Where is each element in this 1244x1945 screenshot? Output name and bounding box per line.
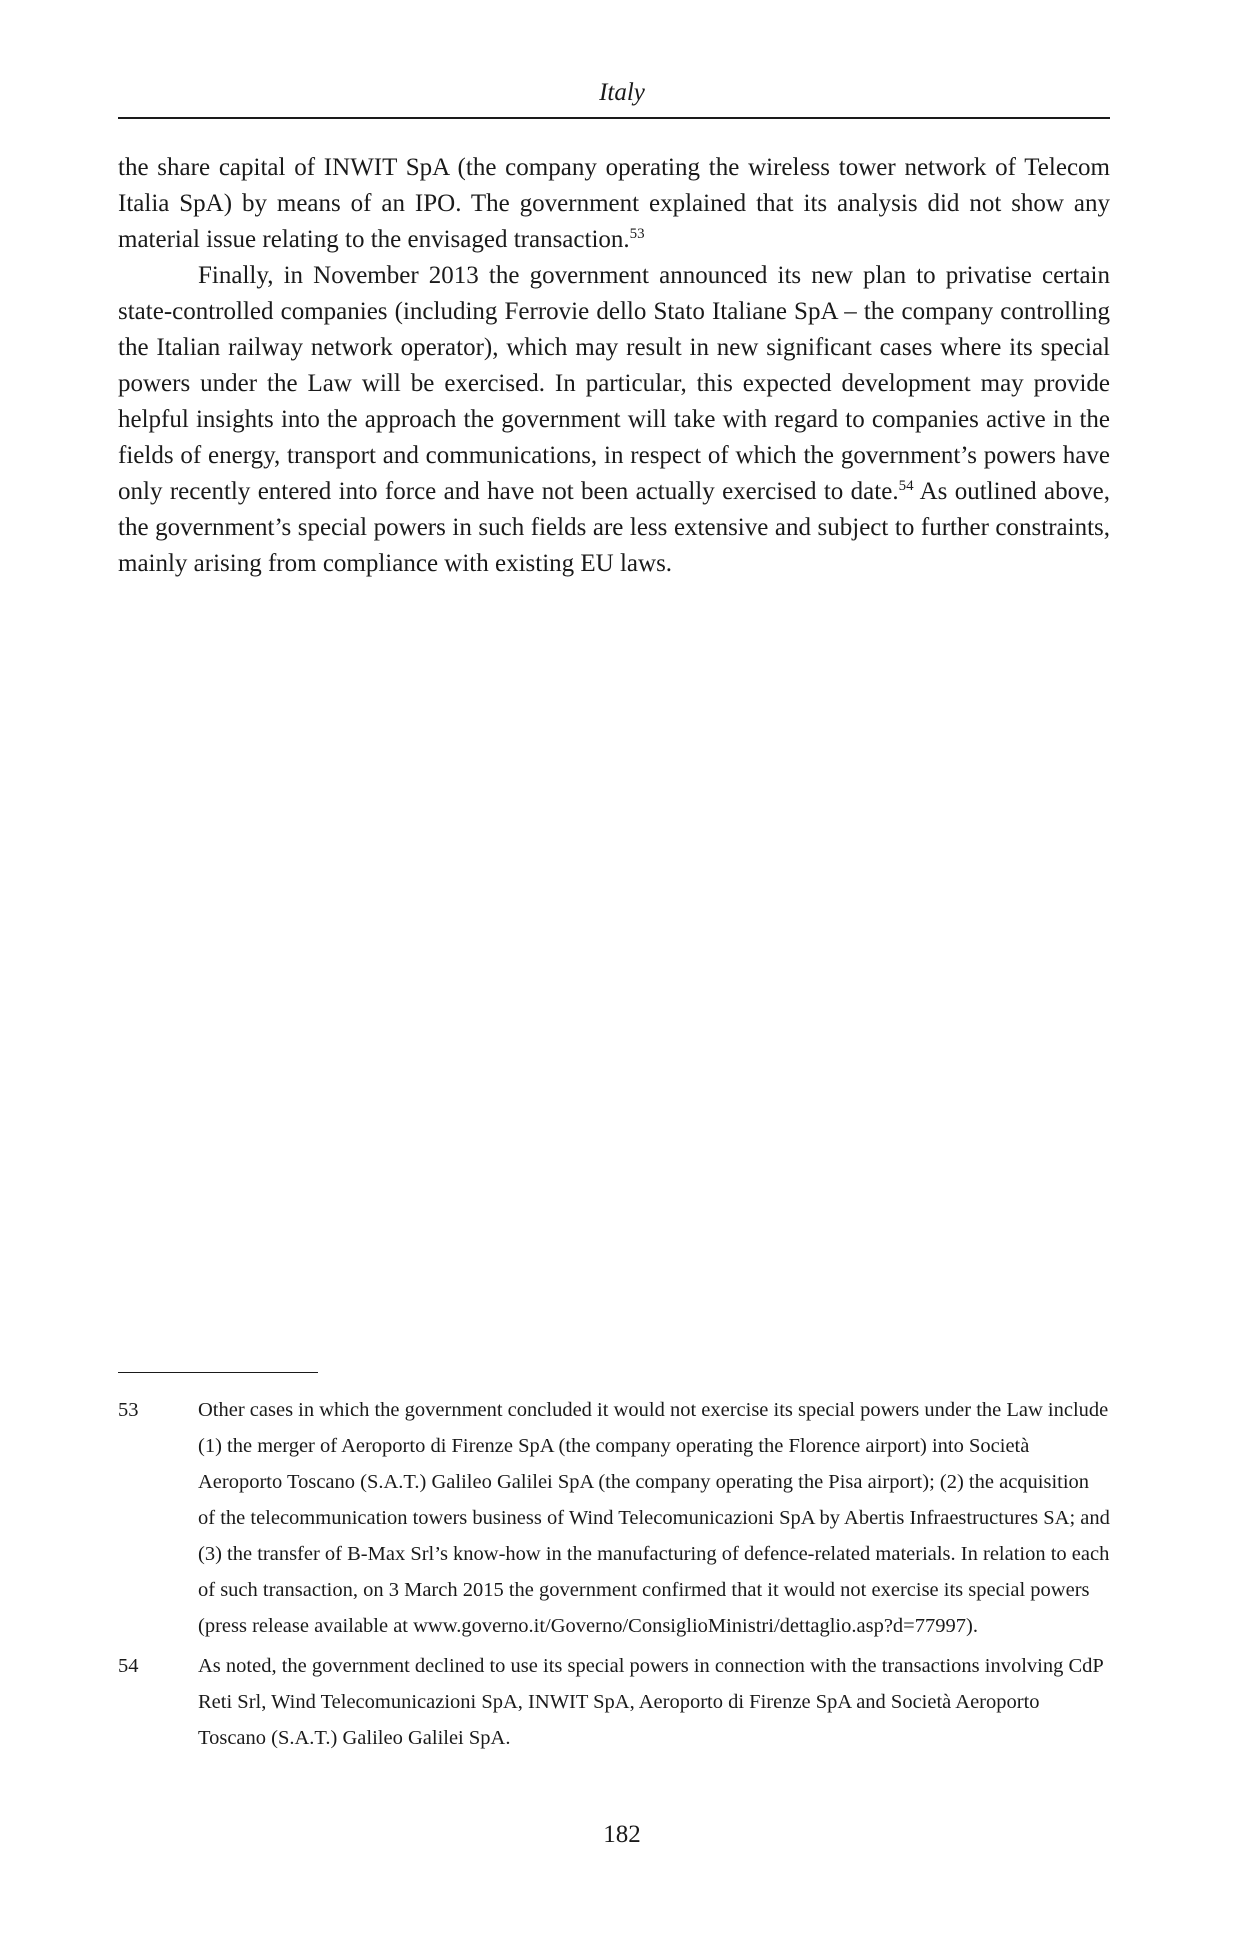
footnote-54 [118, 1648, 1110, 1756]
body-paragraph-2 [118, 258, 1110, 582]
footnote-text: As noted, the government declined to use its special powers in connection with the transactions involving CdP Reti Srl, Wind Telecomunicazioni SpA, INWIT SpA, Aeroporto di Firenze SpA and Società Aeroporto Toscano (S.A.T.) Galileo Galilei SpA. [198, 1655, 1104, 1749]
running-header-title: Italy [599, 79, 645, 106]
paragraph-2-text-after-ref: As outlined above, the government’s special powers in such fields are less extensive and subject to further constraints, mainly arising from compliance with existing EU laws. [118, 478, 1110, 577]
footnote-text: Other cases in which the government concluded it would not exercise its special powers under the Law include (1) the merger of Aeroporto di Firenze SpA (the company operating the Florence airport) into Società Aeroporto Toscano (S.A.T.) Galileo Galilei SpA (the company operating the Pisa airport); (2) the acquisition of the telecommunication towers business of Wind Telecomunicazioni SpA by Abertis Infraestructures SA; and (3) the transfer of B-Max Srl’s know-how in the manufacturing of defence-related materials. In relation to each of such transaction, on 3 March 2015 the government confirmed that it would not exercise its special powers (press release available at www.governo.it/Governo/ConsiglioMinistri/dettaglio.asp?d=77997). [198, 1399, 1110, 1637]
footnote-ref-54: 54 [898, 478, 914, 494]
footnote-53 [118, 1392, 1110, 1644]
header-divider [118, 117, 1110, 119]
main-body-text [118, 150, 1110, 582]
footnote-separator [118, 1372, 318, 1373]
page-number: 182 [603, 1821, 641, 1848]
footnote-number: 53 [118, 1399, 139, 1421]
paragraph-1-text: the share capital of INWIT SpA (the company operating the wireless tower network of Telecom Italia SpA) by means of an IPO. The government explained that its analysis did not show any material issue relating to the envisaged transaction. [118, 154, 1110, 253]
footnotes-section [118, 1392, 1110, 1760]
body-paragraph-1 [118, 150, 1110, 258]
footnote-ref-53: 53 [629, 226, 645, 242]
paragraph-2-text-before-ref: Finally, in November 2013 the government announced its new plan to privatise certain state-controlled companies (including Ferrovie dello Stato Italiane SpA – the company controlling the Italian railway network operator), which may result in new significant cases where its special powers under the Law will be exercised. In particular, this expected development may provide helpful insights into the approach the government will take with regard to companies active in the fields of energy, transport and communications, in respect of which the government’s powers have only recently entered into force and have not been actually exercised to date. [118, 262, 1110, 505]
footnote-number: 54 [118, 1655, 139, 1677]
